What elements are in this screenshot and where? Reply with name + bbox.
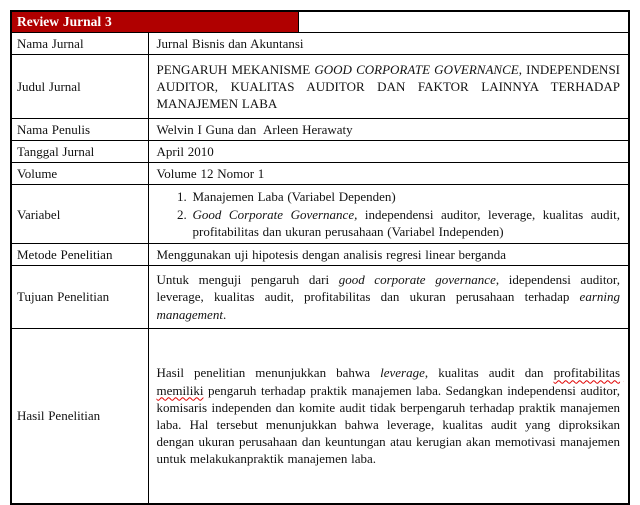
paragraph [156,364,624,467]
row-label: Metode Penelitian [11,243,148,265]
title-cell [11,11,629,32]
title-row-filler [299,12,628,32]
text-segment: , kualitas audit dan [424,365,554,381]
row-value [148,141,629,163]
list-item [191,206,624,240]
row-value [148,54,629,118]
text-segment: independensi auditor, leverage, kualitas audit, profitabilitas dan ukuran perusahaan (Variabel Independen) [192,206,624,239]
paragraph [157,35,621,52]
text-segment: , idependensi auditor, leverage, kualitas audit, profitabilitas dan ukuran perusahaan terhadap [156,272,624,305]
italic-text: GOOD CORPORATE GOVERNANCE [314,61,519,77]
table-title: Review Jurnal 3 [12,12,299,32]
paragraph [156,61,624,112]
text-segment: Volume 12 Nomor 1 [156,166,265,182]
table-row [11,329,629,504]
row-value [148,243,629,265]
list-item [191,188,621,205]
row-label: Variabel [11,185,148,243]
row-label: Hasil Penelitian [11,329,148,504]
text-segment: Menggunakan uji hipotesis dengan analisis regresi linear berganda [156,246,506,262]
text-segment: Hasil penelitian menunjukkan bahwa [156,365,381,381]
paragraph [157,246,621,263]
paragraph [157,165,621,182]
text-segment: . [222,306,227,322]
table-row [11,243,629,265]
paragraph [156,271,624,322]
row-label: Nama Jurnal [11,32,148,54]
text-segment: Manajemen Laba (Variabel Dependen) [192,189,396,205]
text-segment: April 2010 [156,144,214,160]
text-segment: PENGARUH MEKANISME [156,61,315,77]
row-label: Nama Penulis [11,118,148,140]
title-row [11,11,629,32]
italic-text: Good Corporate Governance, [192,206,358,222]
table-row [11,266,629,329]
row-value [148,118,629,140]
spellcheck-flagged-text: profitabilitas memiliki [156,365,624,398]
row-label: Tujuan Penelitian [11,266,148,329]
title-flex [12,12,628,32]
table-row [11,32,629,54]
row-label: Volume [11,163,148,185]
row-value [148,32,629,54]
table-row [11,185,629,243]
text-segment: Untuk menguji pengaruh dari [156,272,339,288]
review-table [10,10,630,505]
italic-text: good corporate governance [338,272,496,288]
row-value [148,329,629,504]
paragraph [157,121,621,138]
row-value [148,163,629,185]
italic-text: leverage [380,365,425,381]
row-label: Tanggal Jurnal [11,141,148,163]
table-row [11,54,629,118]
row-value [148,266,629,329]
row-label: Judul Jurnal [11,54,148,118]
text-segment: , INDEPENDENSI AUDITOR, KUALITAS AUDITOR DAN FAKTOR LAINNYA TERHADAP MANAJEMEN LABA [156,61,624,112]
table-row [11,141,629,163]
row-value [148,185,629,243]
table-row [11,118,629,140]
text-segment: Welvin I Guna dan Arleen Herawaty [156,121,353,137]
text-segment: pengaruh terhadap praktik manajemen laba. Sedangkan independensi auditor, komisaris independen dan komite audit tidak berpengaruh terhadap praktik manajemen laba. Hal tersebut menunjukkan bahwa leverage, kualitas audit yang diproksikan dengan ukuran perusahaan dan keuntungan atau kerugian akan memotivasi manajemen untuk melakukanpraktik manajemen laba. [156,382,624,467]
table-row [11,163,629,185]
text-segment: Jurnal Bisnis dan Akuntansi [156,35,304,51]
review-table-body [11,11,629,504]
variable-list [157,188,624,239]
italic-text: earning management [156,289,624,322]
paragraph [157,143,621,160]
